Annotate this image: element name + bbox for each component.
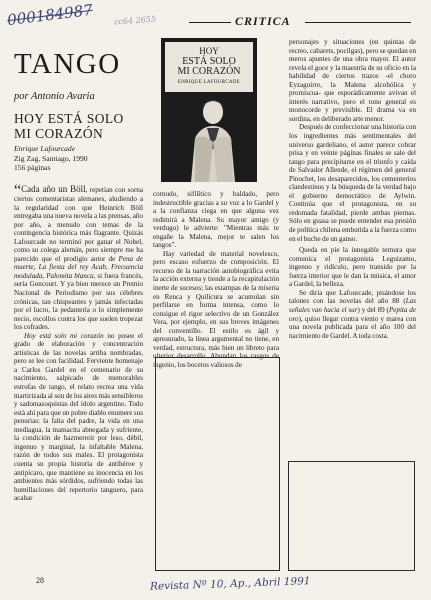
- col1-title-3: Frecuencia modulada: [14, 263, 144, 280]
- byline: por Antonio Avaria: [14, 91, 95, 102]
- section-label: CRITICA: [235, 14, 291, 28]
- col1-title-4: Palomita blanca: [46, 271, 94, 280]
- book-title: [14, 112, 124, 141]
- col1-text-3: no posee el grado de elaboración y concentración artísticas de las novelas arriba nombradas, pero se lee con facilidad. Ferviente homenaje a Carlos Gardel en el centenario de su nacimiento, salpicado de memorables estrofas de tango, el relato recrea una vida martirizada al son de los aires más sensibleros y sadomasoquistas del ídolo argentino. Todo está ahí para que un pobre diablo enumere sus penurias: la falta del padre, la vida en una mediagua, la mamacita abnegada y sufriente, la condición de hazmerreír por leso, débil, ingenuo y marginal, la infaltable Malena, razón de todos sus males. El protagonista cuenta su propia historia de antihéroe y antipícaro, que mantiene su inocencia en los ambientes más sórdidos, sufriendo todas las humillaciones del repertorio tanguero, para acabar: [14, 331, 143, 503]
- col2-paragraph-1: cornudo, sifilítico y baldado, pero indestructible gracias a su voz a lo Gardel y a la confianza ciega en que alguna vez redimirá a Malena. Su mayor amigo (y verdugo) le advierte: "Mientras más te engañe la Malena, mejor te salen los tangos".: [153, 190, 279, 250]
- book-pages: 156 páginas: [14, 163, 51, 172]
- book-title-line2: MI CORAZÓN: [14, 125, 104, 141]
- col1-title-1: Pena de muerte: [14, 254, 144, 272]
- handwritten-footer: Revista Nº 10, Ap., Abril 1991: [149, 575, 311, 593]
- col3-paragraph-4: [289, 289, 416, 340]
- cover-author: ENRIQUE LAFOURCADE: [177, 79, 241, 85]
- cover-title: [165, 46, 253, 88]
- column-1: [14, 182, 144, 568]
- book-author: Enrique Lafourcade: [14, 144, 76, 153]
- archive-faint-number: cc64 2655: [113, 14, 157, 27]
- col1-text-1: , repetían con sorna ciertos comentaristas alemanes, aludiendo a la regularidad con que Heinrich Böll entregaba una nueva novela a las prensas, año por año, a menudo con temas de la contingencia histórica más flagrante. Quizás Lafourcade no terminó por ganar el Nobel, como su colega alemán, pero siempre me ha parecido que el prodigio autor de: [14, 186, 143, 263]
- col1-sep-3: ,: [42, 271, 47, 280]
- empty-box-left: [155, 357, 280, 571]
- header-rule-right: [305, 22, 411, 23]
- col3-text-4c: ), quiso llegar contra viento y marea con una novela publicada para el año 100 del nacimiento de Gardel. A toda costa.: [289, 314, 416, 340]
- book-cover-image: [161, 38, 257, 182]
- col3-paragraph-2: Después de confeccionar una historia con los ingredientes más sentimentales del universo gardeliano, el autor parece cobrar prisa y en veinte páginas finales se sale del tango para precipitarse en el triunfo y caída de Salvador Allende, el régimen del general Pinochet, los desaparecidos, los cementerios clandestinos y la búsqueda de la verdad bajo el gobierno democrático de Aylwin. Continúa que el protagonista, en su redomada fatalidad, pierde ambas piernas. Sólo en guasa se puede entender esa presión de política chilena embutida a la fuerza como en el buche de un ganso.: [289, 123, 416, 243]
- page-number: 28: [36, 576, 44, 585]
- col1-paragraph-1: [14, 182, 144, 332]
- col3-text-4b: ) y del 89 (: [357, 305, 389, 314]
- col1-title-5: Hoy está solo mi corazón: [24, 331, 104, 340]
- cover-line1: HOY: [199, 46, 219, 56]
- col1-paragraph-2: [14, 332, 143, 503]
- col1-lead: Cada año un Böll: [21, 184, 86, 194]
- archive-number: 000184987: [6, 0, 94, 30]
- header-rule-left: [189, 22, 231, 23]
- cover-line2: ESTÁ SOLO: [182, 55, 236, 67]
- col3-title-2: Pepita de oro: [289, 305, 417, 323]
- col1-sep-1: ,: [33, 263, 39, 272]
- col1-text-2: , si fuera francés, sería Goncourt. Y ya bien merece un Premio Nacional de Periodismo por sus célebres crónicas, tan chispeantes y jamás infectadas por el lucro, la pedantería o lo simplemente necio, escollos contra los que suelen tropezar los cofrades.: [14, 271, 143, 332]
- column-2: [153, 190, 279, 369]
- col1-sep-2: ,: [106, 263, 111, 272]
- col2-paragraph-2: Hay variedad de material novelesco, pero escaso esfuerzo de composición. El recurso de la narración autobiográfica evita la acción externa y tiende a la recapitulación inerte de sucesos; las estampas de la miseria en Renca y Quilicura se acumulan sin perfilarse en forma intensa, como lo consigue el rigor selectivo de un González Vera, por ejemplo, en sus breves imágenes del conventillo. El estilo es ágil y apresurado, la línea argumental no tiene, en verdad, estructura, más bien un libreto para ulterior desarrollo. Abundan los rasgos de ingenio, los bocetos valiosos de: [153, 249, 279, 369]
- col3-text-4a: Se diría que Lafourcade, pisándose los talones con las novelas del año 88 (: [289, 288, 416, 306]
- col3-paragraph-1: personajes y situaciones (en quintas de recreo, cabarets, pocilgas), pero se quedan en meros apuntes de una obra mayor. El autor revela el goce y la maestría de su oficio en la habilidad de ciertos trazos -el choro Eyzaguirre, la Malena alcohólica y promiscua- que esporádicamente avivan el interés narrativo, pero el tono general es monocorde y previsible. El drama va en sordina, en deliberado arte menor.: [289, 38, 416, 123]
- book-publisher: Zig Zag, Santiago, 1990: [14, 153, 88, 163]
- book-title-line1: HOY ESTÁ SOLO: [14, 111, 124, 126]
- article-title: TANGO: [14, 48, 121, 80]
- col1-title-2: La fiesta del rey Acab: [38, 263, 107, 272]
- drop-quote: “: [14, 182, 22, 199]
- col3-paragraph-3: Queda en pie la innegable ternura que comunica el protagonista Leguizamo, ingenuo y ridículo, pero transido por la fuerza interior que le dan la música, el amor a Gardel, la belleza.: [289, 246, 416, 289]
- book-meta: [14, 144, 88, 173]
- col3-title-1: Las señales van hacia el sur: [289, 297, 416, 314]
- empty-box-right: [288, 461, 415, 571]
- column-3: [289, 38, 416, 454]
- cover-line3: MI CORAZÓN: [177, 66, 241, 77]
